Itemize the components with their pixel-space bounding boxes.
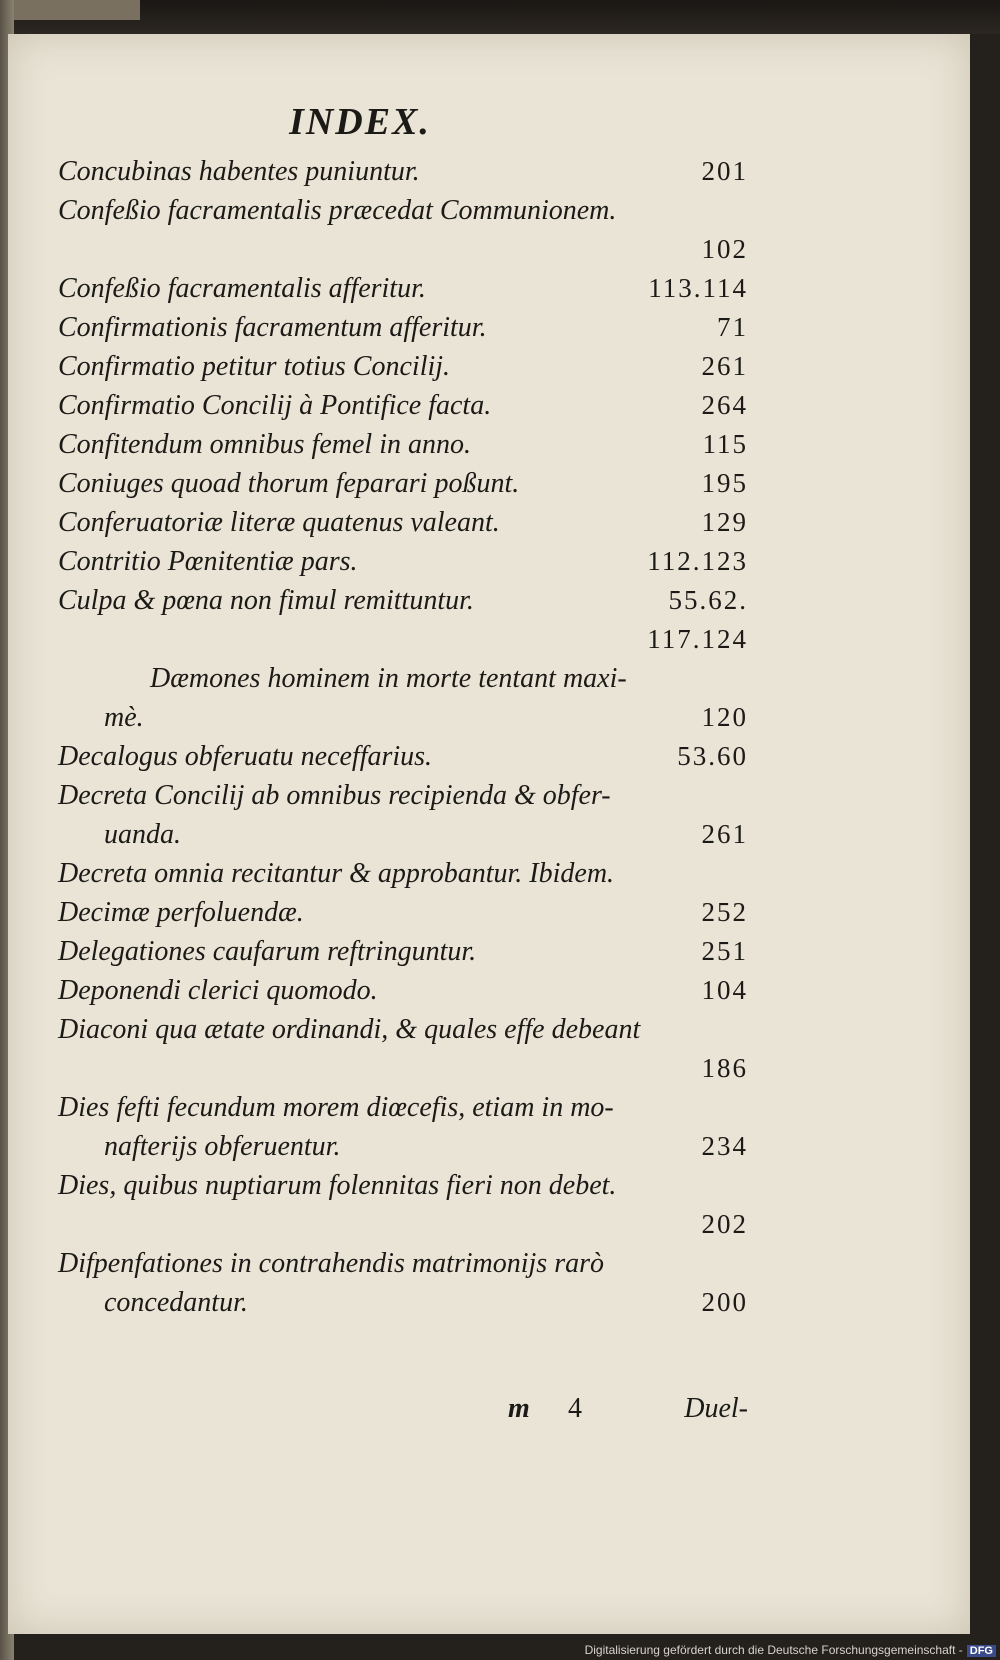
entry-page-number: 55.62. [668,585,748,615]
index-entry [58,1244,748,1283]
scan-corner [0,0,140,20]
entry-text: Difpenfationes in contrahendis matrimonijs rarò [58,1248,604,1279]
entry-page-number: 202 [701,1209,748,1239]
index-entry [58,659,748,698]
entry-text: Confitendum omnibus femel in anno. [58,429,471,460]
index-entry [58,1166,748,1205]
index-entry [58,698,748,737]
entry-page-number: 264 [701,390,748,420]
entry-page-number: 261 [701,819,748,849]
index-entry [58,1088,748,1127]
entry-text: Diaconi qua ætate ordinandi, & quales effe debeant [58,1014,641,1045]
entry-page-number: 200 [701,1287,748,1317]
entry-text: Confirmatio Concilij à Pontifice facta. [58,390,492,421]
index-entry [58,854,748,893]
entry-page-number: 71 [717,312,748,342]
entry-page-number: 186 [701,1053,748,1083]
credit-text: Digitalisierung gefördert durch die Deutsche Forschungsgemeinschaft - [584,1643,963,1657]
index-entry [58,893,748,932]
digitization-credit [585,1643,996,1657]
index-entry [58,503,748,542]
index-entry [58,620,748,659]
entry-text: Deponendi clerici quomodo. [58,975,378,1006]
index-entry [58,1283,748,1322]
entry-page-number: 129 [701,507,748,537]
entry-text: nafterijs obferuentur. [104,1131,341,1162]
scan-top-edge [0,0,1000,34]
index-entry [58,815,748,854]
entry-page-number: 261 [701,351,748,381]
entry-page-number: 112.123 [647,546,748,576]
entry-text: Confeßio facramentalis afferitur. [58,273,426,304]
index-entry [58,425,748,464]
index-entry [58,971,748,1010]
index-entries [58,152,748,1322]
index-entry [58,308,748,347]
entry-page-number: 234 [701,1131,748,1161]
page-title: INDEX. [289,101,431,143]
entry-text: Decalogus obferuatu neceffarius. [58,741,433,772]
entry-text: Decimæ perfoluendæ. [58,897,304,928]
index-entry [58,464,748,503]
entry-page-number: 113.114 [648,273,748,303]
entry-text: Confirmationis facramentum afferitur. [58,312,487,343]
entry-text: Contritio Pœnitentiæ pars. [58,546,358,577]
entry-text: Decreta Concilij ab omnibus recipienda & obfer- [58,780,611,811]
entry-page-number: 195 [701,468,748,498]
entry-text: Dæmones hominem in morte tentant maxi- [150,663,627,694]
index-entry [58,191,748,230]
index-entry [58,542,748,581]
index-entry [58,1010,748,1049]
entry-page-number: 252 [701,897,748,927]
entry-text: Dies, quibus nuptiarum folennitas fieri non debet. [58,1170,617,1201]
index-entry [58,581,748,620]
dfg-logo: DFG [967,1645,996,1657]
entry-page-number: 104 [701,975,748,1005]
entry-page-number: 102 [701,234,748,264]
entry-text: Conferuatoriæ literæ quatenus valeant. [58,507,500,538]
entry-text: concedantur. [104,1287,248,1318]
catchword: Duel- [684,1393,748,1424]
index-entry [58,932,748,971]
entry-page-number: 117.124 [647,624,748,654]
entry-text: mè. [104,702,144,733]
entry-text: Concubinas habentes puniuntur. [58,156,420,187]
entry-text: Confirmatio petitur totius Concilij. [58,351,451,382]
index-entry [58,1127,748,1166]
index-entry [58,269,748,308]
page-footer [58,1393,748,1433]
entry-text: uanda. [104,819,181,850]
index-entry [58,737,748,776]
signature-number: 4 [568,1393,582,1424]
entry-page-number: 201 [701,156,748,186]
entry-page-number: 115 [702,429,748,459]
entry-text: Coniuges quoad thorum feparari poßunt. [58,468,520,499]
entry-page-number: 120 [701,702,748,732]
entry-text: Decreta omnia recitantur & approbantur. Ibidem. [58,858,615,889]
index-entry [58,1049,748,1088]
signature-mark: m [508,1393,530,1424]
entry-page-number: 251 [701,936,748,966]
entry-text: Delegationes caufarum reftringuntur. [58,936,477,967]
entry-page-number: 53.60 [677,741,748,771]
index-entry [58,347,748,386]
entry-text: Culpa & pœna non fimul remittuntur. [58,585,474,616]
index-entry [58,776,748,815]
entry-text: Confeßio facramentalis præcedat Communionem. [58,195,617,226]
index-entry [58,230,748,269]
index-entry [58,152,748,191]
index-entry [58,1205,748,1244]
index-entry [58,386,748,425]
entry-text: Dies fefti fecundum morem diœcefis, etiam in mo- [58,1092,614,1123]
